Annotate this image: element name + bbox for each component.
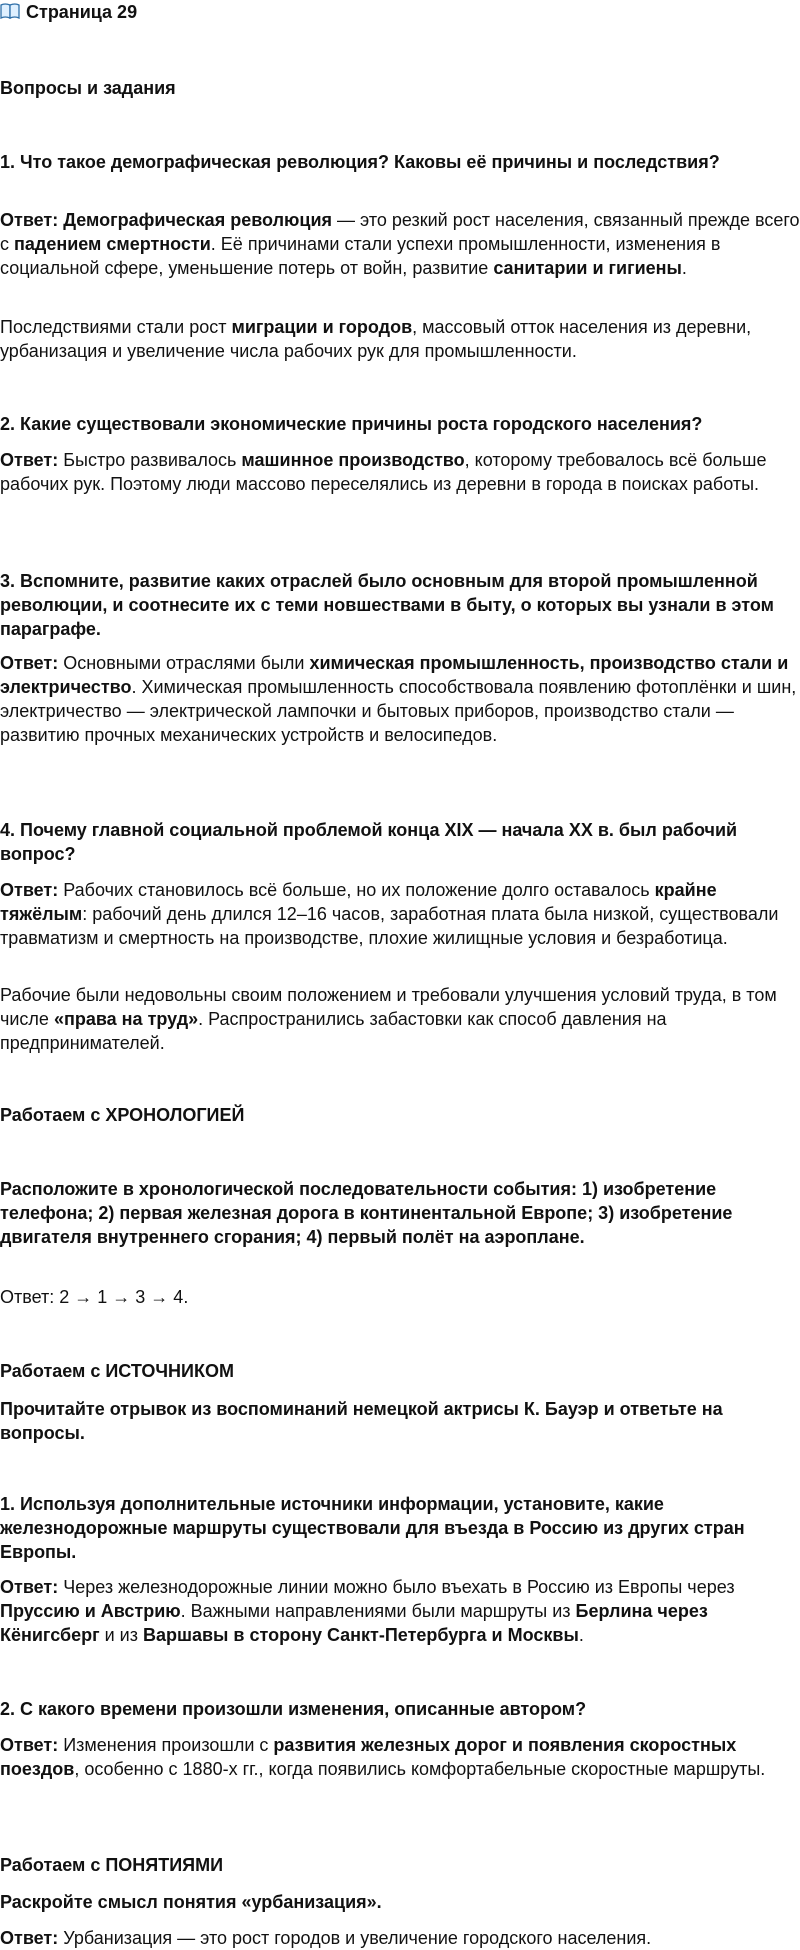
- concepts-title: Работаем с ПОНЯТИЯМИ: [0, 1855, 224, 1875]
- book-icon: [0, 1, 20, 17]
- question-2: 2. Какие существовали экономические причины роста городского населения?: [0, 414, 703, 434]
- page-title: Страница 29: [26, 2, 138, 22]
- question-3: 3. Вспомните, развитие каких отраслей было основным для второй промышленной революции, и соотнесите их с теми новшествами в быту, о которых вы узнали в этом параграфе.: [0, 571, 774, 639]
- section-title: Вопросы и задания: [0, 78, 176, 98]
- source-question-2: 2. С какого времени произошли изменения, описанные автором?: [0, 1699, 587, 1719]
- chronology-answer: Ответ: 2 → 1 → 3 → 4.: [0, 1287, 189, 1307]
- answer-1: Ответ: Демографическая революция — это резкий рост населения, связанный прежде всего с падением смертности. Её причинами стали успехи промышленности, изменения в социальной сфере, уменьшение потерь от войн, развитие санитарии и гигиены.: [0, 210, 800, 278]
- answer-label: Ответ:: [0, 450, 59, 470]
- chronology-title: Работаем с ХРОНОЛОГИЕЙ: [0, 1105, 245, 1125]
- answer-3: Ответ: Основными отраслями были химическая промышленность, производство стали и электричество. Химическая промышленность способствовала появлению фотоплёнки и шин, электричество — электрической лампочки и бытовых приборов, производство стали — развитию прочных механических устройств и велосипедов.: [0, 653, 797, 745]
- answer-2: Ответ: Быстро развивалось машинное производство, которому требовалось всё больше рабочих рук. Поэтому люди массово переселялись из деревни в города в поисках работы.: [0, 450, 767, 494]
- source-answer-1: Ответ: Через железнодорожные линии можно было въехать в Россию из Европы через Пруссию и Австрию. Важными направлениями были маршруты из Берлина через Кёнигсберг и из Варшавы в сторону Санкт-Петербурга и Москвы.: [0, 1577, 735, 1645]
- chronology-task: Расположите в хронологической последовательности события: 1) изобретение телефона; 2) первая железная дорога в континентальной Европе; 3) изобретение двигателя внутреннего сгорания; 4) первый полёт на аэроплане.: [0, 1179, 733, 1247]
- concepts-task: Раскройте смысл понятия «урбанизация».: [0, 1892, 382, 1912]
- answer-label: Ответ:: [0, 1928, 59, 1948]
- answer-1-consequences: Последствиями стали рост миграции и городов, массовый отток населения из деревни, урбанизация и увеличение числа рабочих рук для промышленности.: [0, 317, 752, 361]
- page-header: [0, 0, 800, 24]
- answer-label: Ответ:: [0, 880, 59, 900]
- answer-label: Ответ:: [0, 1735, 59, 1755]
- question-1: 1. Что такое демографическая революция? Каковы её причины и последствия?: [0, 152, 720, 172]
- question-4: 4. Почему главной социальной проблемой конца XIX — начала XX в. был рабочий вопрос?: [0, 820, 738, 864]
- answer-label: Ответ:: [0, 1577, 59, 1597]
- concepts-answer: Ответ: Урбанизация — это рост городов и увеличение городского населения.: [0, 1928, 652, 1948]
- answer-label: Ответ:: [0, 210, 59, 230]
- source-title: Работаем с ИСТОЧНИКОМ: [0, 1361, 234, 1381]
- answer-label: Ответ:: [0, 653, 59, 673]
- source-answer-2: Ответ: Изменения произошли с развития железных дорог и появления скоростных поездов, особенно с 1880-х гг., когда появились комфортабельные скоростные маршруты.: [0, 1735, 766, 1779]
- answer-1-term: Демографическая революция: [58, 210, 333, 230]
- answer-4: Ответ: Рабочих становилось всё больше, но их положение долго оставалось крайне тяжёлым: рабочий день длился 12–16 часов, заработная плата была низкой, существовали травматизм и смертность на производстве, плохие жилищные условия и безработица.: [0, 880, 779, 948]
- source-question-1: 1. Используя дополнительные источники информации, установите, какие железнодорожные маршруты существовали для въезда в Россию из других стран Европы.: [0, 1494, 745, 1562]
- answer-4-continued: Рабочие были недовольны своим положением и требовали улучшения условий труда, в том числе «права на труд». Распространились забастовки как способ давления на предпринимателей.: [0, 985, 777, 1053]
- source-task: Прочитайте отрывок из воспоминаний немецкой актрисы К. Бауэр и ответьте на вопросы.: [0, 1399, 723, 1443]
